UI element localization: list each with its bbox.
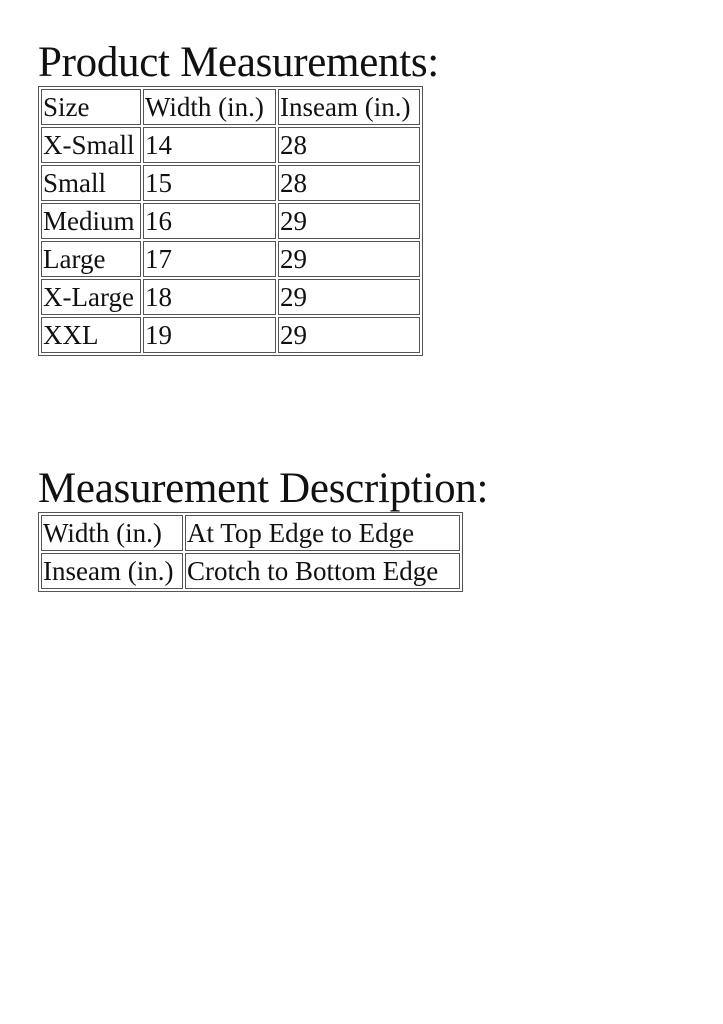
size-cell: Small bbox=[41, 165, 141, 201]
measurement-label-cell: Width (in.) bbox=[41, 515, 183, 551]
product-measurements-heading: Product Measurements: bbox=[38, 39, 439, 86]
width-cell: 19 bbox=[143, 317, 276, 353]
table-row bbox=[41, 127, 420, 163]
header-width: Width (in.) bbox=[143, 89, 276, 125]
table-row bbox=[41, 317, 420, 353]
measurements-table bbox=[38, 86, 423, 356]
table-row bbox=[41, 241, 420, 277]
size-cell: X-Small bbox=[41, 127, 141, 163]
inseam-cell: 29 bbox=[278, 279, 420, 315]
inseam-cell: 29 bbox=[278, 317, 420, 353]
measurement-description-cell: At Top Edge to Edge bbox=[185, 515, 460, 551]
table-row bbox=[41, 515, 460, 551]
width-cell: 17 bbox=[143, 241, 276, 277]
inseam-cell: 29 bbox=[278, 241, 420, 277]
table-row bbox=[41, 553, 460, 589]
table-header-row bbox=[41, 89, 420, 125]
header-inseam: Inseam (in.) bbox=[278, 89, 420, 125]
measurement-description-cell: Crotch to Bottom Edge bbox=[185, 553, 460, 589]
header-size: Size bbox=[41, 89, 141, 125]
width-cell: 16 bbox=[143, 203, 276, 239]
description-table bbox=[38, 512, 463, 592]
table-row bbox=[41, 165, 420, 201]
size-cell: XXL bbox=[41, 317, 141, 353]
inseam-cell: 29 bbox=[278, 203, 420, 239]
size-cell: Medium bbox=[41, 203, 141, 239]
width-cell: 14 bbox=[143, 127, 276, 163]
width-cell: 15 bbox=[143, 165, 276, 201]
width-cell: 18 bbox=[143, 279, 276, 315]
measurement-description-heading: Measurement Description: bbox=[38, 465, 489, 512]
inseam-cell: 28 bbox=[278, 165, 420, 201]
inseam-cell: 28 bbox=[278, 127, 420, 163]
size-cell: Large bbox=[41, 241, 141, 277]
measurement-label-cell: Inseam (in.) bbox=[41, 553, 183, 589]
size-cell: X-Large bbox=[41, 279, 141, 315]
table-row bbox=[41, 203, 420, 239]
table-row bbox=[41, 279, 420, 315]
